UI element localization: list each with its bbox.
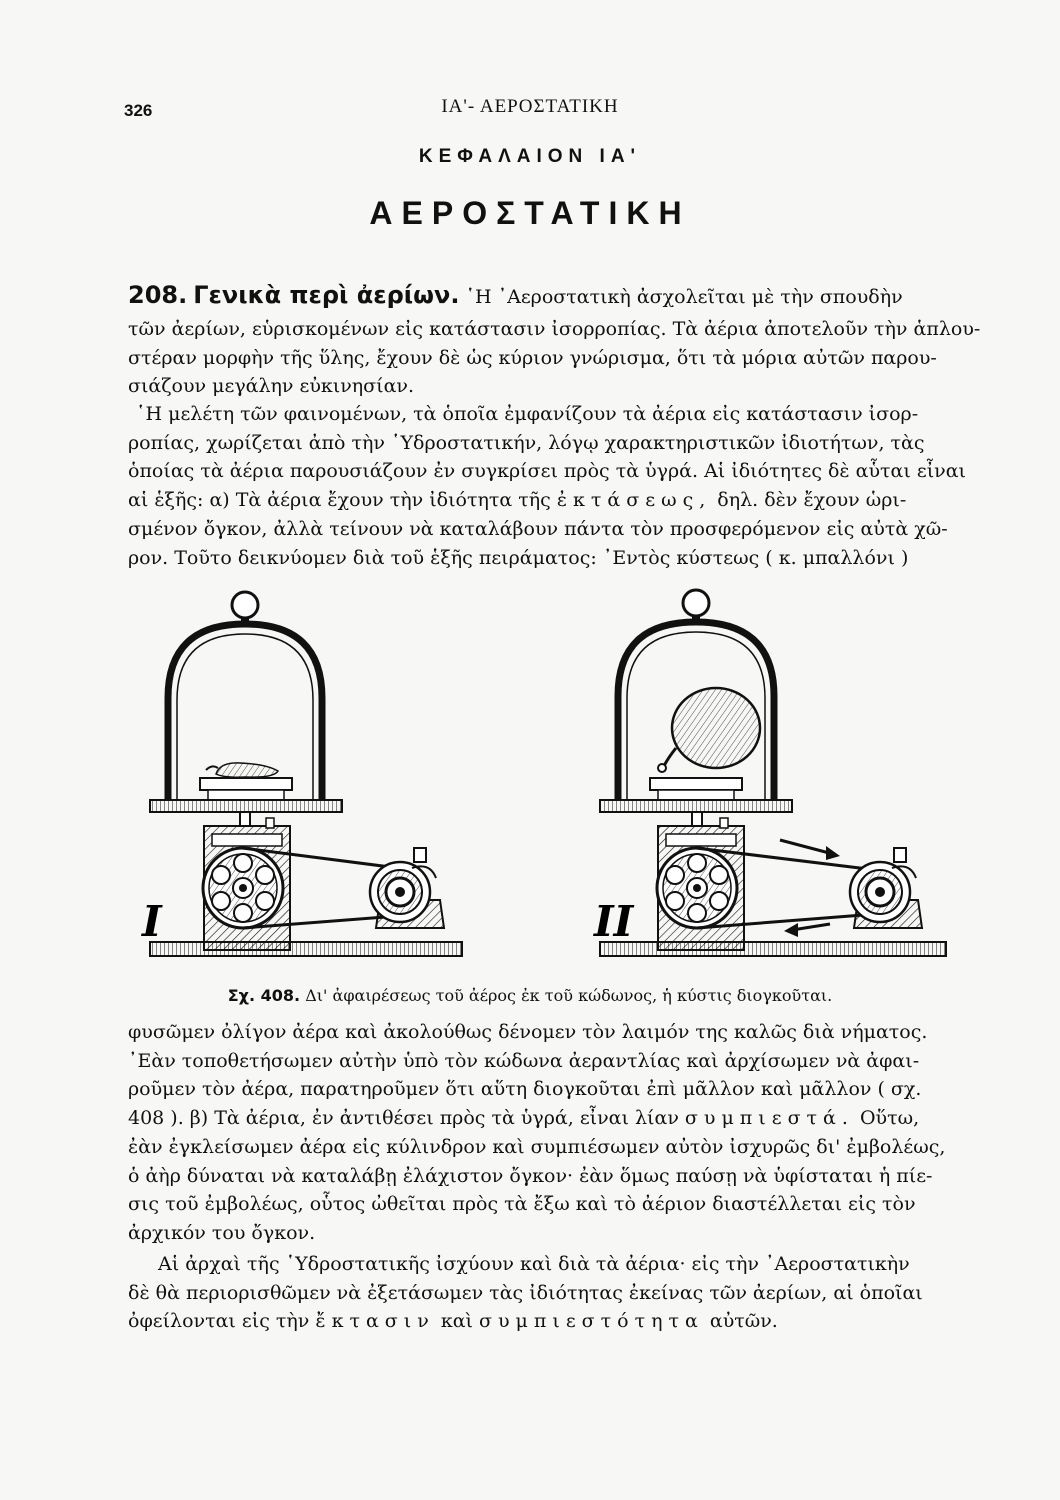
figure-label-one: I: [142, 897, 162, 946]
base-plate: [150, 800, 342, 812]
figure-label-two: II: [594, 897, 634, 946]
deflated-bladder: [216, 763, 278, 777]
page-number: 326: [124, 101, 153, 120]
text-line: ρον. Τοῦτο δεικνύομεν διὰ τοῦ ἑξῆς πειράματος: ᾿Εντὸς κύστεως ( κ. μπαλλόνι ): [128, 546, 909, 569]
base-plate: [600, 800, 792, 812]
text-line: τῶν ἀερίων, εὑρισκομένων εἰς κατάστασιν ἰσορροπίας. Τὰ ἀέρια ἀποτελοῦν τὴν ἁπλου-: [128, 318, 981, 340]
inflated-bladder: [672, 688, 760, 768]
text-fragment: 408 ). β) Τὰ ἀέρια, ἐν ἀντιθέσει πρὸς τὰ ὑγρά, εἶναι λίαν: [128, 1107, 679, 1130]
paragraph-4: [128, 1250, 1002, 1336]
chapter-title: ΑΕΡΟΣΤΑΤΙΚΗ: [369, 195, 691, 231]
section-number: 208.: [128, 281, 188, 309]
text-fragment: καὶ: [440, 1310, 473, 1333]
bell-knob: [232, 592, 258, 618]
text-line: ᾿Εὰν τοποθετήσωμεν αὐτὴν ὑπὸ τὸν κώδωνα ἀεραντλίας καὶ ἀρχίσωμεν νὰ ἀφαι-: [128, 1049, 920, 1072]
running-head: ΙΑ'- ΑΕΡΟΣΤΑΤΙΚΗ: [441, 96, 619, 117]
text-line: ἐὰν ἐγκλείσωμεν ἀέρα εἰς κύλινδρον καὶ συμπιέσωμεν αὐτὸν ἰσχυρῶς δι' ἐμβολέως,: [128, 1135, 946, 1158]
text-line: σμένον ὄγκον, ἀλλὰ τείνουν νὰ καταλάβουν πάντα τὸν προσφερόμενον εἰς αὐτὰ χῶ-: [128, 517, 948, 540]
text-line: στέραν μορφὴν τῆς ὕλης, ἔχουν δὲ ὡς κύριον γνώρισμα, ὅτι τὰ μόρια αὐτῶν παρου-: [128, 346, 937, 369]
text-fragment: δηλ. δὲν ἔχουν ὡρι-: [717, 489, 907, 512]
section-heading-line: [128, 277, 1002, 315]
text-line: ροπίας, χωρίζεται ἀπὸ τὴν ῾Υδροστατικήν, λόγῳ χαρακτηριστικῶν ἰδιοτήτων, τὰς: [128, 431, 925, 454]
text-line: ὁ ἀὴρ δύναται νὰ καταλάβῃ ἐλάχιστον ὄγκον· ἐὰν ὅμως παύσῃ νὰ ὑφίσταται ἡ πίε-: [128, 1164, 933, 1187]
text-line: ροῦμεν τὸν ἀέρα, παρατηροῦμεν ὅτι αὕτη διογκοῦται ἐπὶ μᾶλλον καὶ μᾶλλον ( σχ.: [128, 1078, 922, 1101]
text-line: [128, 486, 1002, 515]
paragraph-3: [128, 1018, 1002, 1248]
spaced-term: συμπιεστότητα: [479, 1310, 704, 1333]
paragraph-1: [128, 277, 1002, 401]
spaced-term: ἐκτάσεως,: [556, 489, 712, 512]
bell-knob: [683, 590, 709, 616]
text-line: [128, 1307, 1002, 1336]
figure-caption: [0, 986, 1060, 1005]
text-line: δὲ θὰ περιορισθῶμεν νὰ ἐξετάσωμεν τὰς ἰδιότητας ἐκείνας τῶν ἀερίων, αἱ ὁποῖαι: [128, 1281, 923, 1304]
text-fragment: Οὕτω,: [859, 1107, 920, 1130]
ground-plate: [150, 942, 462, 956]
ground-plate: [600, 942, 946, 956]
arrow-right: [780, 840, 833, 854]
apparatus-two: [593, 590, 946, 956]
text-line: Αἱ ἀρχαὶ τῆς ῾Υδροστατικῆς ἰσχύουν καὶ διὰ τὰ ἀέρια· εἰς τὴν ᾿Αεροστατικὴν: [158, 1253, 910, 1275]
caption-text: Δι' ἀφαιρέσεως τοῦ ἀέρος ἐκ τοῦ κώδωνος, ἡ κύστις διογκοῦται.: [305, 986, 833, 1005]
text-fragment: ὀφείλονται εἰς τὴν: [128, 1310, 310, 1333]
apparatus-one: [141, 592, 462, 956]
paragraph-2: [128, 400, 1002, 572]
text-fragment: αὐτῶν.: [709, 1310, 778, 1333]
section-first-line: ῾Η ᾿Αεροστατικὴ ἀσχολεῖται μὲ τὴν σπουδὴν: [465, 286, 903, 308]
spaced-term: συμπιεστά.: [684, 1107, 854, 1130]
text-line: φυσῶμεν ὀλίγον ἀέρα καὶ ἀκολούθως δένομεν τὸν λαιμόν της καλῶς διὰ νήματος.: [128, 1021, 928, 1043]
text-line: ἀρχικόν του ὄγκον.: [128, 1221, 316, 1244]
caption-number: Σχ. 408.: [227, 986, 301, 1005]
section-heading: Γενικὰ περὶ ἀερίων.: [193, 281, 460, 309]
text-line: σιάζουν μεγάλην εὐκινησίαν.: [128, 375, 415, 398]
text-line: [128, 1104, 1002, 1133]
text-line: σις τοῦ ἐμβολέως, οὗτος ὠθεῖται πρὸς τὰ ἔξω καὶ τὸ ἀέριον διαστέλλεται εἰς τὸν: [128, 1193, 916, 1216]
spaced-term: ἔκτασιν: [315, 1310, 435, 1333]
text-fragment: αἱ ἑξῆς: α) Τὰ ἀέρια ἔχουν τὴν ἰδιότητα τῆς: [128, 489, 551, 512]
text-line: ῾Η μελέτη τῶν φαινομένων, τὰ ὁποῖα ἐμφανίζουν τὰ ἀέρια εἰς κατάστασιν ἰσορ-: [136, 403, 919, 425]
chapter-label: ΚΕΦΑΛΑΙΟΝ ΙΑ': [418, 146, 642, 167]
text-line: ὁποίας τὰ ἀέρια παρουσιάζουν ἐν συγκρίσει πρὸς τὰ ὑγρά. Αἱ ἰδιότητες δὲ αὗται εἶναι: [128, 460, 967, 483]
figure-408: [128, 578, 1002, 968]
